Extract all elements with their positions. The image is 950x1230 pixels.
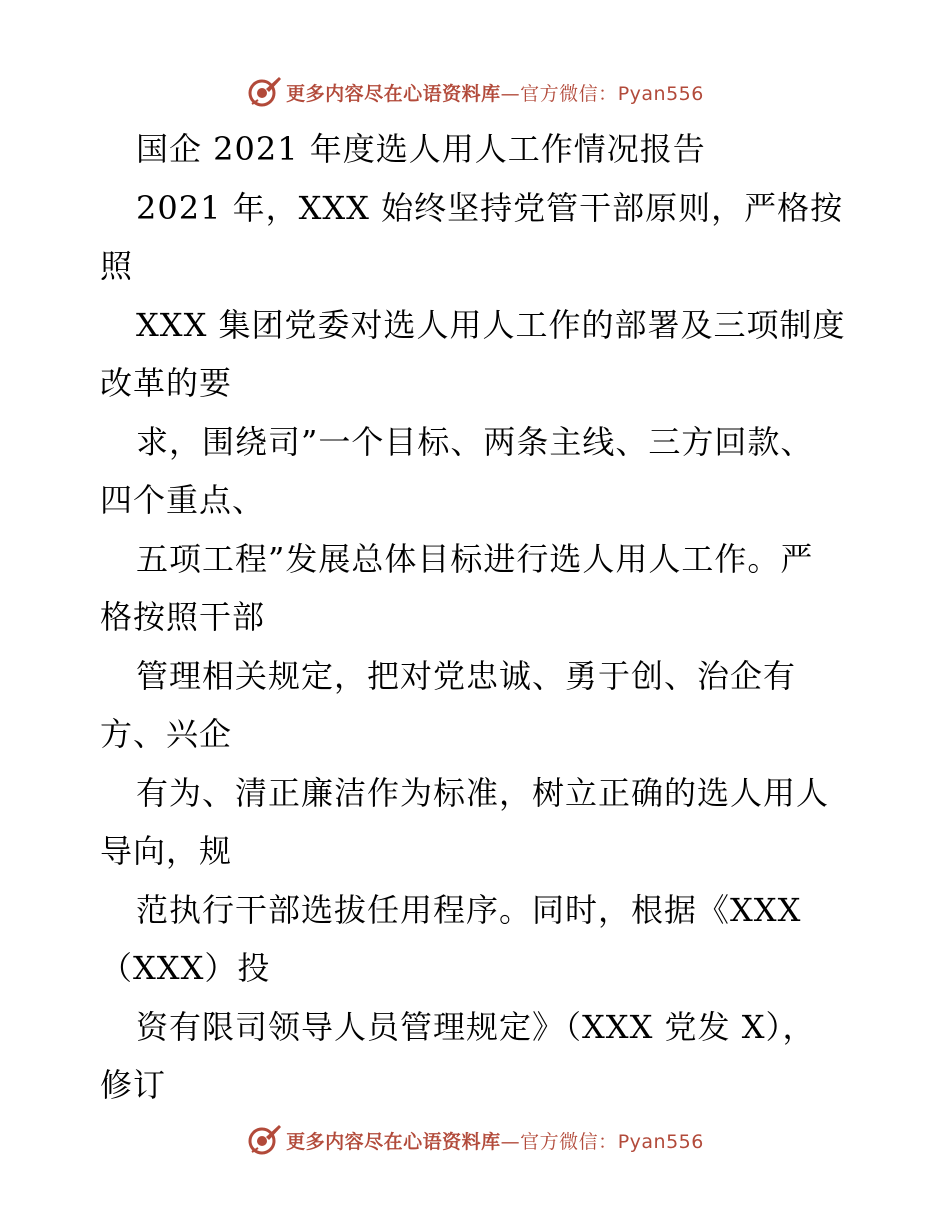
document-line: 四个重点、 — [100, 481, 266, 519]
document-line: 修订 — [100, 1066, 167, 1104]
watermark-id: Pyan556 — [617, 1130, 704, 1153]
pen-logo-icon — [246, 74, 282, 110]
watermark-header — [0, 72, 950, 112]
document-line: 照 — [100, 247, 134, 285]
document-line: 范执行干部选拔任用程序。同时，根据《XXX — [136, 890, 802, 929]
document-line: 格按照干部 — [100, 598, 266, 636]
document-line: XXX 集团党委对选人用人工作的部署及三项制度 — [136, 305, 846, 344]
document-line: 方、兴企 — [100, 715, 233, 753]
document-line: 求，围绕司”一个目标、两条主线、三方回款、 — [136, 422, 814, 461]
watermark-official: 官方微信： — [520, 1130, 618, 1153]
document-line: 五项工程”发展总体目标进行选人用人工作。严 — [136, 539, 814, 578]
watermark-text — [286, 79, 704, 106]
document-line: 管理相关规定，把对党忠诚、勇于创、治企有 — [136, 656, 797, 695]
document-line: 2021 年，XXX 始终坚持党管干部原则，严格按 — [136, 188, 844, 227]
watermark-text — [286, 1127, 704, 1154]
document-body — [100, 120, 860, 1115]
document-line: 导向，规 — [100, 832, 233, 870]
document-line: （XXX）投 — [100, 949, 271, 987]
document-line: 改革的要 — [100, 364, 233, 402]
pen-logo-icon — [246, 1122, 282, 1158]
watermark-main: 更多内容尽在心语资料库 — [286, 1130, 501, 1153]
document-line: 资有限司领导人员管理规定》（XXX 党发 X）， — [136, 1007, 816, 1046]
document-line: 国企 2021 年度选人用人工作情况报告 — [136, 130, 706, 168]
watermark-footer — [0, 1120, 950, 1160]
watermark-dash: — — [500, 1130, 521, 1153]
watermark-id: Pyan556 — [617, 82, 704, 105]
watermark-dash: — — [500, 82, 521, 105]
watermark-official: 官方微信： — [520, 82, 618, 105]
document-line: 有为、清正廉洁作为标准，树立正确的选人用人 — [136, 773, 830, 812]
watermark-main: 更多内容尽在心语资料库 — [286, 82, 501, 105]
